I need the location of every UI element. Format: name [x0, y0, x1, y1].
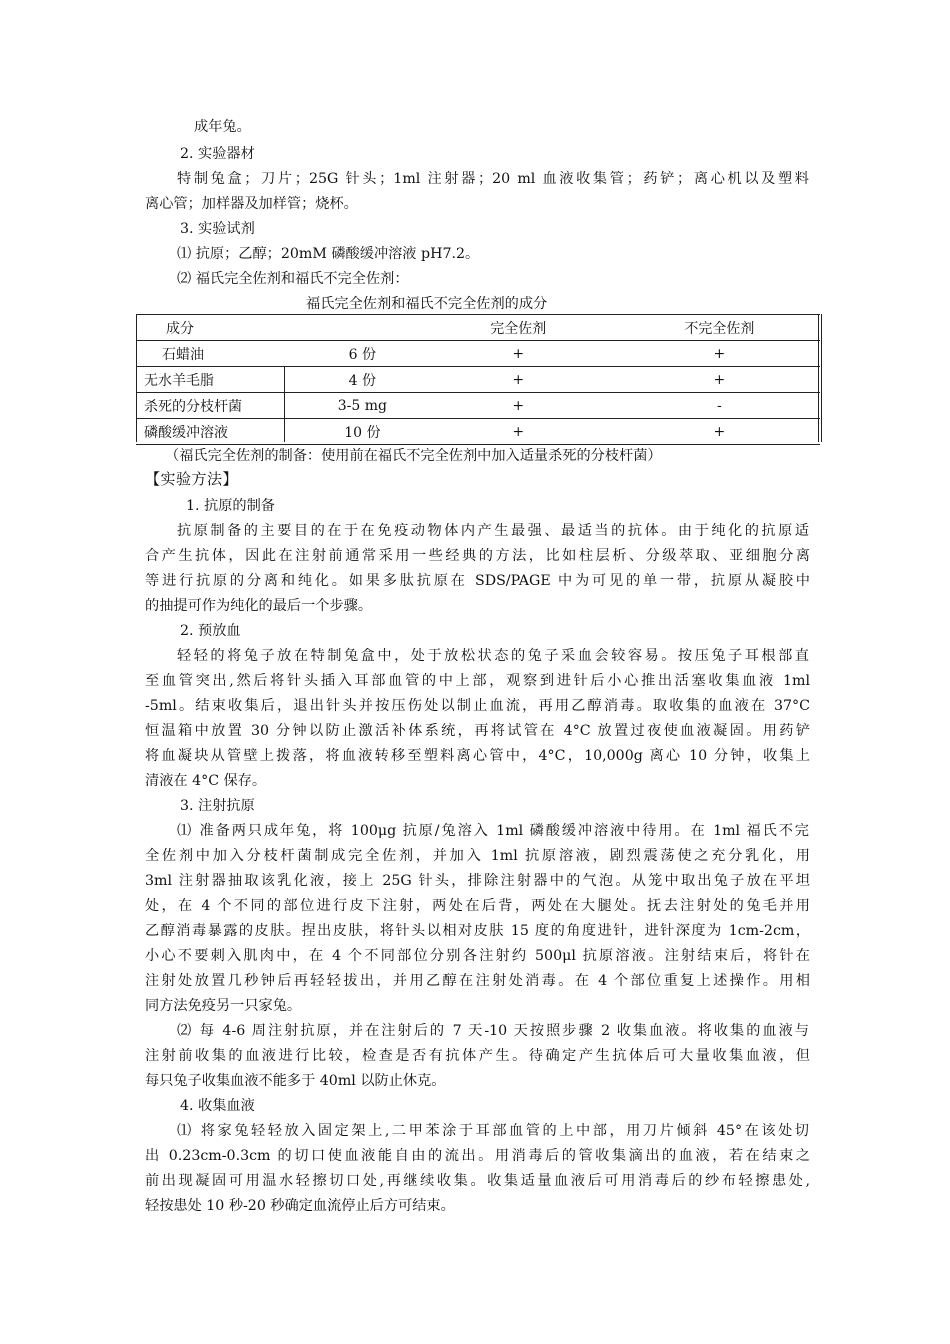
paragraph-line: 前出现凝固可用温水轻擦切口处,再继续收集。收集适量血液后可用消毒后的纱布轻擦患处, [145, 1173, 810, 1189]
section-heading: 2. 实验器材 [180, 146, 255, 162]
section-heading: 1. 抗原的制备 [186, 498, 275, 514]
table-note: （福氏完全佐剂的制备：使用前在福氏不完全佐剂中加入适量杀死的分枝杆菌） [165, 448, 662, 464]
section-heading: 2. 预放血 [180, 623, 241, 639]
table-cell: + [512, 371, 525, 388]
table-cell: + [713, 371, 726, 388]
table-border [136, 314, 137, 442]
paragraph-line: 离心管；加样器及加样管；烧杯。 [145, 196, 358, 212]
list-item: ⑵ 福氏完全佐剂和福氏不完全佐剂： [177, 271, 409, 287]
paragraph-line: 乙醇消毒暴露的皮肤。捏出皮肤，将针头以相对皮肤 15 度的角度进针，进针深度为 1cm-2cm， [145, 923, 810, 939]
paragraph-line: 将血凝块从管壁上拨落，将血液转移至塑料离心管中，4°C，10,000g 离心 10 分钟，收集上 [145, 748, 810, 764]
table-header-row [136, 315, 820, 341]
paragraph-line: 处，在 4 个不同的部位进行皮下注射，两处在后背，两处在大腿处。抚去注射处的兔毛并用 [145, 898, 810, 914]
table-cell: + [713, 345, 726, 362]
paragraph-line: 轻轻的将兔子放在特制兔盒中，处于放松状态的兔子采血会较容易。按压兔子耳根部直 [177, 648, 809, 664]
paragraph-line: 至血管突出,然后将针头插入耳部血管的中上部，观察到进针后小心推出活塞收集血液 1ml [145, 673, 810, 689]
list-item: ⑴ 抗原；乙醇；20mM 磷酸缓冲溶液 pH7.2。 [177, 246, 480, 262]
table-cell: 10 份 [344, 424, 381, 441]
table-cell: 6 份 [348, 346, 376, 363]
paragraph-line: 3ml 注射器抽取该乳化液，接上 25G 针头，排除注射器中的气泡。从笼中取出兔子放在平坦 [145, 873, 810, 889]
paragraph-line: 恒温箱中放置 30 分钟以防止激活补体系统，再将试管在 4°C 放置过夜使血液凝固。用药铲 [145, 723, 810, 739]
paragraph-line: 等进行抗原的分离和纯化。如果多肽抗原在 SDS/PAGE 中为可见的单一带，抗原从凝胶中 [145, 573, 810, 589]
table-cell: 无水羊毛脂 [144, 372, 214, 389]
paragraph-line: 出 0.23cm-0.3cm 的切口使血液能自由的流出。用消毒后的管收集滴出的血液，若在结束之 [145, 1148, 810, 1164]
paragraph-line: 注射处放置几秒钟后再轻轻拔出，并用乙醇在注射处消毒。在 4 个部位重复上述操作。用相 [145, 973, 810, 989]
section-heading: 3. 注射抗原 [180, 798, 255, 814]
table-cell: 3-5 mg [337, 397, 387, 414]
paragraph-line: ⑵ 每 4-6 周注射抗原，并在注射后的 7 天-10 天按照步骤 2 收集血液。将收集的血液与 [177, 1023, 809, 1039]
table-cell: + [512, 423, 525, 440]
paragraph-line: 全佐剂中加入分枝杆菌制成完全佐剂，并加入 1ml 抗原溶液，剧烈震荡使之充分乳化，用 [145, 848, 810, 864]
table-border [821, 314, 822, 442]
table-cell: - [717, 397, 722, 414]
table-border [818, 314, 819, 442]
text-line: 成年兔。 [194, 119, 251, 135]
section-heading: 4. 收集血液 [180, 1098, 255, 1114]
adjuvant-composition-table [136, 314, 820, 445]
paragraph-line: 合产生抗体，因此在注射前通常采用一些经典的方法，比如柱层析、分级萃取、亚细胞分离 [145, 548, 810, 564]
paragraph-line: ⑴ 准备两只成年兔，将 100μg 抗原/兔溶入 1ml 磷酸缓冲溶液中待用。在 1ml 福氏不完 [177, 823, 809, 839]
paragraph-line: 轻按患处 10 秒-20 秒确定血流停止后方可结束。 [145, 1198, 455, 1214]
paragraph-line: 每只兔子收集血液不能多于 40ml 以防止休克。 [145, 1073, 446, 1089]
table-cell: + [713, 423, 726, 440]
table-cell: 磷酸缓冲溶液 [144, 424, 228, 441]
paragraph-line: -5ml。结束收集后，退出针头并按压伤处以制止血流，再用乙醇消毒。取收集的血液在 37°C [145, 698, 810, 714]
table-row [136, 419, 820, 445]
table-cell: 4 份 [348, 372, 376, 389]
methods-heading: 【实验方法】 [145, 470, 239, 488]
paragraph-line: 小心不要刺入肌肉中，在 4 个不同部位分别各注射约 500μl 抗原溶液。注射结束后，将针在 [145, 948, 810, 964]
table-header-cell [307, 315, 418, 341]
paragraph-line: ⑴ 将家兔轻轻放入固定架上,二甲苯涂于耳部血管的上中部，用刀片倾斜 45°在该处切 [177, 1123, 809, 1139]
table-header-cell: 不完全佐剂 [684, 320, 755, 337]
table-cell: 杀死的分枝杆菌 [144, 398, 242, 415]
paragraph-line: 同方法免疫另一只家兔。 [145, 998, 302, 1014]
table-divider [284, 366, 285, 442]
paragraph-line: 注射前收集的血液进行比较，检查是否有抗体产生。待确定产生抗体后可大量收集血液，但 [145, 1048, 810, 1064]
table-header-cell: 成分 [166, 320, 194, 337]
paragraph-line: 的抽提可作为纯化的最后一个步骤。 [145, 598, 373, 614]
table-caption: 福氏完全佐剂和福氏不完全佐剂的成分 [306, 296, 548, 312]
paragraph-line: 清液在 4°C 保存。 [145, 773, 267, 789]
table-cell: 石蜡油 [162, 346, 204, 363]
table-header-cell: 完全佐剂 [490, 320, 547, 337]
table-cell: + [512, 345, 525, 362]
paragraph-line: 特制兔盒；刀片；25G 针头；1ml 注射器；20 ml 血液收集管；药铲；离心机以及塑料 [177, 171, 809, 187]
section-heading: 3. 实验试剂 [180, 221, 255, 237]
table-row [136, 393, 820, 419]
table-cell: + [512, 397, 525, 414]
paragraph-line: 抗原制备的主要目的在于在免疫动物体内产生最强、最适当的抗体。由于纯化的抗原适 [177, 523, 809, 539]
table-row [136, 367, 820, 393]
table-row [136, 341, 820, 367]
